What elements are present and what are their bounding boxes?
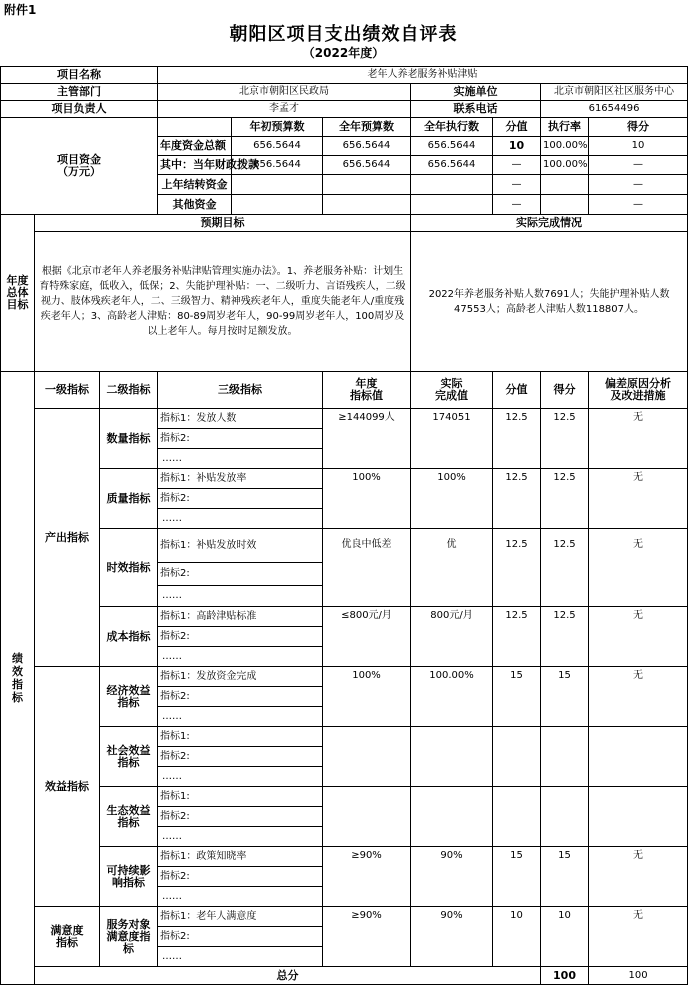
funds-row-score-val: 10 — [493, 137, 541, 156]
economic-benefit-label: 经济效益 指标 — [100, 667, 158, 727]
indicator-score-val: 12.5 — [493, 409, 541, 469]
score-header: 得分 — [541, 372, 589, 409]
indicator-reason: 无 — [589, 667, 688, 727]
funds-row-exec — [411, 195, 493, 215]
funds-header-rate: 执行率 — [541, 118, 589, 137]
funds-row-rate: 100.00% — [541, 156, 589, 175]
cost-indicator-label: 成本指标 — [100, 607, 158, 667]
indicator-1: 指标1：政策知晓率 — [158, 847, 323, 867]
indicator-reason — [589, 787, 688, 847]
owner-value: 李孟才 — [158, 101, 411, 118]
indicator-actual: 100% — [411, 469, 493, 529]
indicator-score — [541, 787, 589, 847]
indicator-2: 指标2: — [158, 429, 323, 449]
indicator-2: 指标2: — [158, 489, 323, 509]
indicator-score-val: 12.5 — [493, 529, 541, 607]
total-score-val: 100 — [541, 967, 589, 985]
indicator-reason: 无 — [589, 907, 688, 967]
benefit-indicators-label: 效益指标 — [35, 667, 100, 907]
l2-header: 二级指标 — [100, 372, 158, 409]
indicator-score: 12.5 — [541, 469, 589, 529]
actual-completion-text: 2022年养老服务补贴人数7691人；失能护理补贴人数47553人；高龄老人津贴人数118807人。 — [411, 232, 688, 372]
indicator-score: 15 — [541, 847, 589, 907]
funds-row-annual — [323, 175, 411, 195]
expected-goal-header: 预期目标 — [35, 215, 411, 232]
funds-row-score-val: — — [493, 156, 541, 175]
indicator-1: 指标1：高龄津贴标准 — [158, 607, 323, 627]
sustainable-impact-label: 可持续影 响指标 — [100, 847, 158, 907]
phone-label: 联系电话 — [411, 101, 541, 118]
indicator-reason: 无 — [589, 607, 688, 667]
expected-goal-text: 根据《北京市老年人养老服务补贴津贴管理实施办法》。1、养老服务补贴：计划生育特殊家庭，低收入，低保；2、失能护理补贴：一、二级听力、言语残疾人，二级视力、肢体残疾老年人，二、三级智力、精神残疾老年人，重度失能老年人/重度残疾老年人；3、高龄老人津贴：80-89周岁老年人，90-99周岁老年人，100周岁及以上老年人。每月按时足额发放。 — [35, 232, 411, 372]
dept-label: 主管部门 — [1, 84, 158, 101]
total-score: 100 — [589, 967, 688, 985]
attachment-label: 附件1 — [4, 3, 37, 17]
funds-row-annual: 656.5644 — [323, 137, 411, 156]
social-benefit-label: 社会效益 指标 — [100, 727, 158, 787]
impl-value: 北京市朝阳区社区服务中心 — [541, 84, 688, 101]
indicator-1: 指标1：发放资金完成 — [158, 667, 323, 687]
indicator-2: 指标2: — [158, 747, 323, 767]
indicator-2: 指标2: — [158, 563, 323, 586]
indicator-reason: 无 — [589, 529, 688, 607]
funds-blank-header — [158, 118, 232, 137]
funds-row-name: 上年结转资金 — [158, 175, 232, 195]
indicator-target: ≥144099人 — [323, 409, 411, 469]
indicator-target — [323, 727, 411, 787]
indicator-more: …… — [158, 586, 323, 607]
funds-header-budget: 年初预算数 — [232, 118, 323, 137]
indicator-1: 指标1：发放人数 — [158, 409, 323, 429]
total-label: 总分 — [35, 967, 541, 985]
funds-row-budget — [232, 195, 323, 215]
indicator-actual — [411, 727, 493, 787]
funds-row-name: 年度资金总额 — [158, 137, 232, 156]
indicator-2: 指标2: — [158, 687, 323, 707]
indicator-2: 指标2: — [158, 807, 323, 827]
indicator-target: ≥90% — [323, 907, 411, 967]
funds-row-score: — — [589, 156, 688, 175]
indicator-more: …… — [158, 827, 323, 847]
funds-row-name: 其他资金 — [158, 195, 232, 215]
funds-row-exec — [411, 175, 493, 195]
indicator-score-val: 12.5 — [493, 469, 541, 529]
indicator-actual: 优 — [411, 529, 493, 607]
indicator-2: 指标2: — [158, 927, 323, 947]
indicator-score-val — [493, 787, 541, 847]
reason-header: 偏差原因分析 及改进措施 — [589, 372, 688, 409]
indicator-reason: 无 — [589, 409, 688, 469]
funds-row-rate — [541, 175, 589, 195]
form-year: （2022年度） — [302, 46, 385, 60]
indicator-score: 15 — [541, 667, 589, 727]
funds-label: 项目资金 （万元） — [1, 118, 158, 215]
indicator-score: 12.5 — [541, 529, 589, 607]
indicator-actual — [411, 787, 493, 847]
indicator-score — [541, 727, 589, 787]
funds-row-budget — [232, 175, 323, 195]
indicator-actual: 800元/月 — [411, 607, 493, 667]
target-header: 年度 指标值 — [323, 372, 411, 409]
funds-row-score-val: — — [493, 175, 541, 195]
ecological-benefit-label: 生态效益 指标 — [100, 787, 158, 847]
indicator-more: …… — [158, 887, 323, 907]
indicator-more: …… — [158, 509, 323, 529]
funds-header-exec: 全年执行数 — [411, 118, 493, 137]
indicator-2: 指标2: — [158, 627, 323, 647]
funds-row-budget: 656.5644 — [232, 156, 323, 175]
quality-indicator-label: 质量指标 — [100, 469, 158, 529]
funds-row-budget: 656.5644 — [232, 137, 323, 156]
dept-value: 北京市朝阳区民政局 — [158, 84, 411, 101]
funds-header-score-val: 分值 — [493, 118, 541, 137]
funds-row-annual: 656.5644 — [323, 156, 411, 175]
satisfaction-indicators-label: 满意度 指标 — [35, 907, 100, 967]
indicator-reason — [589, 727, 688, 787]
quantity-indicator-label: 数量指标 — [100, 409, 158, 469]
l3-header: 三级指标 — [158, 372, 323, 409]
funds-row-rate — [541, 195, 589, 215]
funds-row-score: 10 — [589, 137, 688, 156]
actual-completion-header: 实际完成情况 — [411, 215, 688, 232]
indicator-target: ≤800元/月 — [323, 607, 411, 667]
indicator-1: 指标1: — [158, 727, 323, 747]
indicator-score: 12.5 — [541, 409, 589, 469]
indicator-target: 100% — [323, 667, 411, 727]
funds-row-exec: 656.5644 — [411, 156, 493, 175]
owner-label: 项目负责人 — [1, 101, 158, 118]
indicator-reason: 无 — [589, 469, 688, 529]
indicator-target: 100% — [323, 469, 411, 529]
form-title: 朝阳区项目支出绩效自评表 — [229, 24, 458, 45]
indicator-more: …… — [158, 449, 323, 469]
funds-row-annual — [323, 195, 411, 215]
l1-header: 一级指标 — [35, 372, 100, 409]
indicator-score-val: 10 — [493, 907, 541, 967]
funds-row-name: 其中：当年财政拨款 — [158, 156, 232, 175]
score-val-header: 分值 — [493, 372, 541, 409]
funds-row-score-val: — — [493, 195, 541, 215]
timeliness-indicator-label: 时效指标 — [100, 529, 158, 607]
indicator-score-val — [493, 727, 541, 787]
funds-row-score: — — [589, 195, 688, 215]
indicator-1: 指标1: — [158, 787, 323, 807]
indicator-more: …… — [158, 647, 323, 667]
funds-row-rate: 100.00% — [541, 137, 589, 156]
indicator-actual: 90% — [411, 847, 493, 907]
indicator-target — [323, 787, 411, 847]
indicator-1: 指标1：老年人满意度 — [158, 907, 323, 927]
impl-label: 实施单位 — [411, 84, 541, 101]
funds-header-annual: 全年预算数 — [323, 118, 411, 137]
indicator-score-val: 12.5 — [493, 607, 541, 667]
indicator-score-val: 15 — [493, 667, 541, 727]
funds-row-exec: 656.5644 — [411, 137, 493, 156]
indicator-more: …… — [158, 707, 323, 727]
evaluation-table — [0, 66, 688, 985]
indicator-actual: 100.00% — [411, 667, 493, 727]
project-name-label: 项目名称 — [1, 67, 158, 84]
funds-row-score: — — [589, 175, 688, 195]
indicator-score: 12.5 — [541, 607, 589, 667]
indicator-reason: 无 — [589, 847, 688, 907]
indicator-2: 指标2: — [158, 867, 323, 887]
output-indicators-label: 产出指标 — [35, 409, 100, 667]
phone-value: 61654496 — [541, 101, 688, 118]
indicator-target: ≥90% — [323, 847, 411, 907]
funds-header-score: 得分 — [589, 118, 688, 137]
project-name: 老年人养老服务补贴津贴 — [158, 67, 688, 84]
goals-label: 年度 总体 目标 — [1, 215, 35, 372]
actual-header: 实际 完成值 — [411, 372, 493, 409]
service-satisfaction-label: 服务对象 满意度指 标 — [100, 907, 158, 967]
indicator-actual: 90% — [411, 907, 493, 967]
indicator-target: 优良中低差 — [323, 529, 411, 607]
indicator-1: 指标1：补贴发放时效 — [158, 529, 323, 563]
indicator-score-val: 15 — [493, 847, 541, 907]
indicator-actual: 174051 — [411, 409, 493, 469]
indicator-more: …… — [158, 767, 323, 787]
indicators-side-label: 绩 效 指 标 — [1, 372, 35, 985]
indicator-score: 10 — [541, 907, 589, 967]
indicator-1: 指标1：补贴发放率 — [158, 469, 323, 489]
indicator-more: …… — [158, 947, 323, 967]
